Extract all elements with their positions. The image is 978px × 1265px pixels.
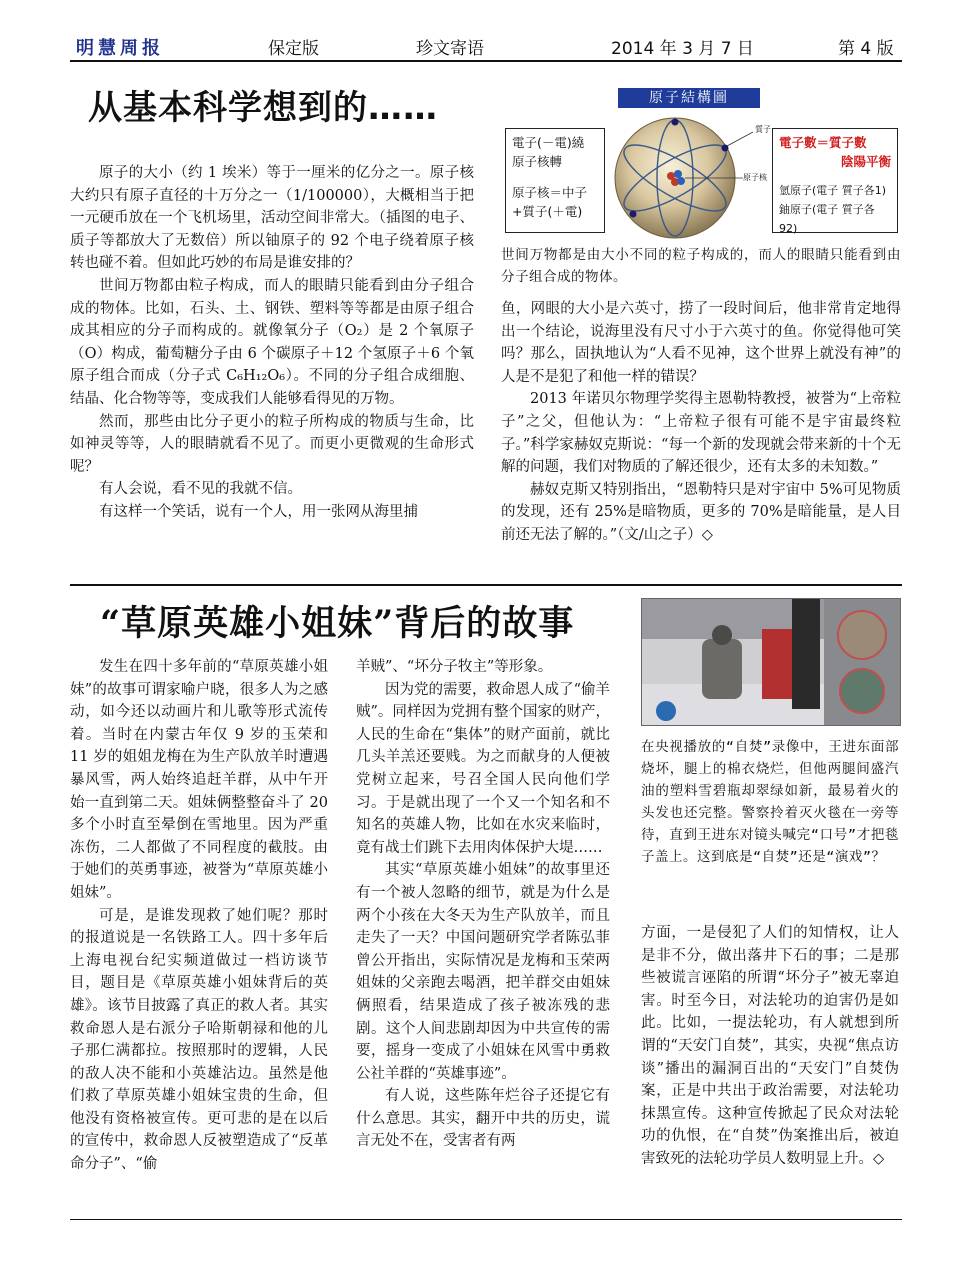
paragraph: 有这样一个笑话，说有一个人，用一张网从海里捕 — [99, 503, 418, 520]
box-line: 氫原子(電子 質子各1) — [779, 184, 887, 197]
paragraph: 鱼，网眼的大小是六英寸，捞了一段时间后，他非常肯定地得出一个结论，说海里没有尺寸小于六英寸的鱼。你觉得他可笑吗？那么，固执地认为“人看不见神，这个世界上就没有神”的人是不是犯了和他一样的错误？ — [501, 301, 901, 385]
header-rule — [70, 60, 902, 62]
diagram-left-box — [505, 128, 605, 233]
paragraph: 发生在四十多年前的“草原英雄小姐妹”的故事可谓家喻户晓，很多人为之感动，如今还以动画片和儿歌等形式流传着。当时在内蒙古年仅 9 岁的玉荣和 11 岁的姐姐龙梅在为生产队放羊时遭遇暴风雪，两人始终追赶羊群，从中午开始一直到第二天。姐妹俩整整奋斗了 20 多个小时直至晕倒在雪地里。因为严重冻伤，二人都做了不同程度的截肢。由于她们的英勇事迹，被誉为“草原英雄小姐妹”。 — [70, 659, 328, 901]
masthead: 明慧周报 — [76, 38, 164, 59]
box-line: 鈾原子(電子 質子各92) — [779, 203, 875, 235]
paragraph: 可是，是谁发现救了她们呢？那时的报道说是一名铁路工人。四十多年后上海电视台纪实频道做过一档访谈节目，题目是《草原英雄小姐妹背后的英雄》。该节目披露了真正的救人者。其实救命恩人是右派分子哈斯朝禄和他的儿子那仁满都拉。按照那时的逻辑，人民的敌人决不能和小英雄沾边。虽然是他们救了草原英雄小姐妹宝贵的生命，但他没有资格被宣传。更可悲的是在以后的宣传中，救命恩人反被塑造成了“反革命分子”、“偷 — [70, 907, 328, 1173]
article2-column-2 — [356, 656, 610, 1153]
paragraph: 2013 年诺贝尔物理学奖得主恩勒特教授，被誉为“上帝粒子”之父，但他认为：“上帝粒子很有可能不是宇宙最终粒子。”科学家赫奴克斯说：“每一个新的发现就会带来新的十个无解的问题，我们对物质的了解还很少，还有太多的未知数。” — [501, 391, 901, 476]
photo-caption: 在央视播放的“自焚”录像中，王进东面部烧坏，腿上的棉衣烧烂，但他两腿间盛汽油的塑料雪碧瓶却翠绿如新，最易着火的头发也还完整。警察拎着灭火毯在一旁等待，直到王进东对镜头喊完“口号”才把毯子盖上。这到底是“自焚”还是“演戏”？ — [641, 739, 899, 865]
self-immolation-video-still — [641, 598, 901, 726]
paragraph: 然而，那些由比分子更小的粒子所构成的物质与生命，比如神灵等等，人的眼睛就看不见了。而更小更微观的生命形式呢？ — [70, 413, 474, 475]
box-line: 原子核＝中子 — [512, 185, 588, 200]
diagram-title: 原子結構圖 — [618, 88, 760, 108]
box-spacer — [779, 171, 891, 181]
edition-label: 保定版 — [268, 39, 319, 59]
article1-column-left — [70, 162, 474, 524]
article1-title: 从基本科学想到的…… — [88, 88, 438, 128]
article2-column-3 — [641, 922, 899, 1171]
box-heading: 電子數＝質子數 — [779, 135, 867, 150]
footer-rule — [70, 1219, 902, 1220]
paragraph: 因为党的需要，救命恩人成了“偷羊贼”。同样因为党拥有整个国家的财产，人民的生命在“集体”的财产面前，就比几头羊羔还要贱。为之而献身的人便被党树立起来，号召全国人民向他们学习。于是就出现了一个又一个知名和不知名的英雄人物，比如在水灾来临时，竟有战士们跳下去用肉体保护大堤…… — [356, 681, 610, 856]
diagram-right-box — [772, 128, 898, 233]
proton-label: 質子 — [755, 125, 771, 134]
nucleus-label: 原子核 — [743, 173, 767, 182]
article2-column-1 — [70, 656, 328, 1176]
video-still-image — [642, 599, 900, 725]
box-line: 原子核轉 — [512, 154, 563, 169]
paragraph: 有人会说，看不见的我就不信。 — [99, 481, 302, 498]
paragraph: 其实“草原英雄小姐妹”的故事里还有一个被人忽略的细节，就是为什么是两个小孩在大冬天为生产队放羊，而且走失了一天？中国问题研究学者陈弘菲曾公开指出，实际情况是龙梅和玉荣两姐妹的父亲跑去喝酒，把羊群交由姐妹俩照看，结果造成了孩子被冻残的悲剧。这个人间悲剧却因为中共宣传的需要，摇身一变成了小姐妹在风雪中勇救公社羊群的“英雄事迹”。 — [356, 862, 610, 1082]
page-number: 第 4 版 — [838, 39, 894, 59]
box-line: 電子(－電)繞 — [512, 135, 585, 150]
article2-title: “草原英雄小姐妹”背后的故事 — [100, 603, 575, 644]
article1-column-right — [501, 298, 901, 547]
issue-date: 2014 年 3 月 7 日 — [611, 39, 754, 59]
paragraph: 有人说，这些陈年烂谷子还提它有什么意思。其实，翻开中共的历史，谎言无处不在，受害者有两 — [356, 1088, 610, 1150]
diagram-caption: 世间万物都是由大小不同的粒子构成的，而人的眼睛只能看到由分子组合成的物体。 — [501, 247, 901, 285]
paragraph: 赫奴克斯又特别指出，“恩勒特只是对宇宙中 5%可见物质的发现，还有 25%是暗物质，更多的 70%是暗能量，是人目前还无法了解的。”（文/山之子）◇ — [501, 481, 901, 543]
box-subheading: 陰陽平衡 — [840, 154, 891, 169]
section-rule — [70, 584, 902, 586]
box-spacer — [512, 171, 598, 183]
section-label: 珍文寄语 — [416, 39, 484, 59]
paragraph: 方面，一是侵犯了人们的知情权，让人是非不分，做出落井下石的事；二是那些被谎言诬陷的所谓“坏分子”被无辜迫害。时至今日，对法轮功的迫害仍是如此。比如，一提法轮功，有人就想到所谓的“天安门自焚”，其实，央视“焦点访谈”播出的漏洞百出的“天安门”自焚伪案，正是中共出于政治需要，对法轮功抹黑宣传。这种宣传掀起了民众对法轮功的仇恨，在“自焚”伪案推出后，被迫害致死的法轮功学员人数明显上升。◇ — [641, 925, 899, 1167]
paragraph: 羊贼”、“坏分子牧主”等形象。 — [356, 659, 553, 675]
box-line: +質子(＋電) — [512, 204, 583, 219]
paragraph: 世间万物都由粒子构成，而人的眼睛只能看到由分子组合成的物体。比如，石头、土、钢铁、塑料等等都是由原子组合成其相应的分子而构成的。就像氧分子（O₂）是 2 个氧原子（O）构成，葡萄糖分子由 6 个碳原子＋12 个氢原子＋6 个氧原子组合而成（分子式 C₆H₁₂O₆）。不同的分子组合成细胞、结晶、化合物等等，变成我们人能够看得见的万物。 — [70, 277, 474, 407]
paragraph: 原子的大小（约 1 埃米）等于一厘米的亿分之一。原子核大约只有原子直径的十万分之一（1/100000），大概相当于把一元硬币放在一个飞机场里，活动空间非常大。（插图的电子、质子等都放大了无数倍）所以铀原子的 92 个电子绕着原子核转也碰不着。但如此巧妙的布局是谁安排的？ — [70, 165, 474, 272]
